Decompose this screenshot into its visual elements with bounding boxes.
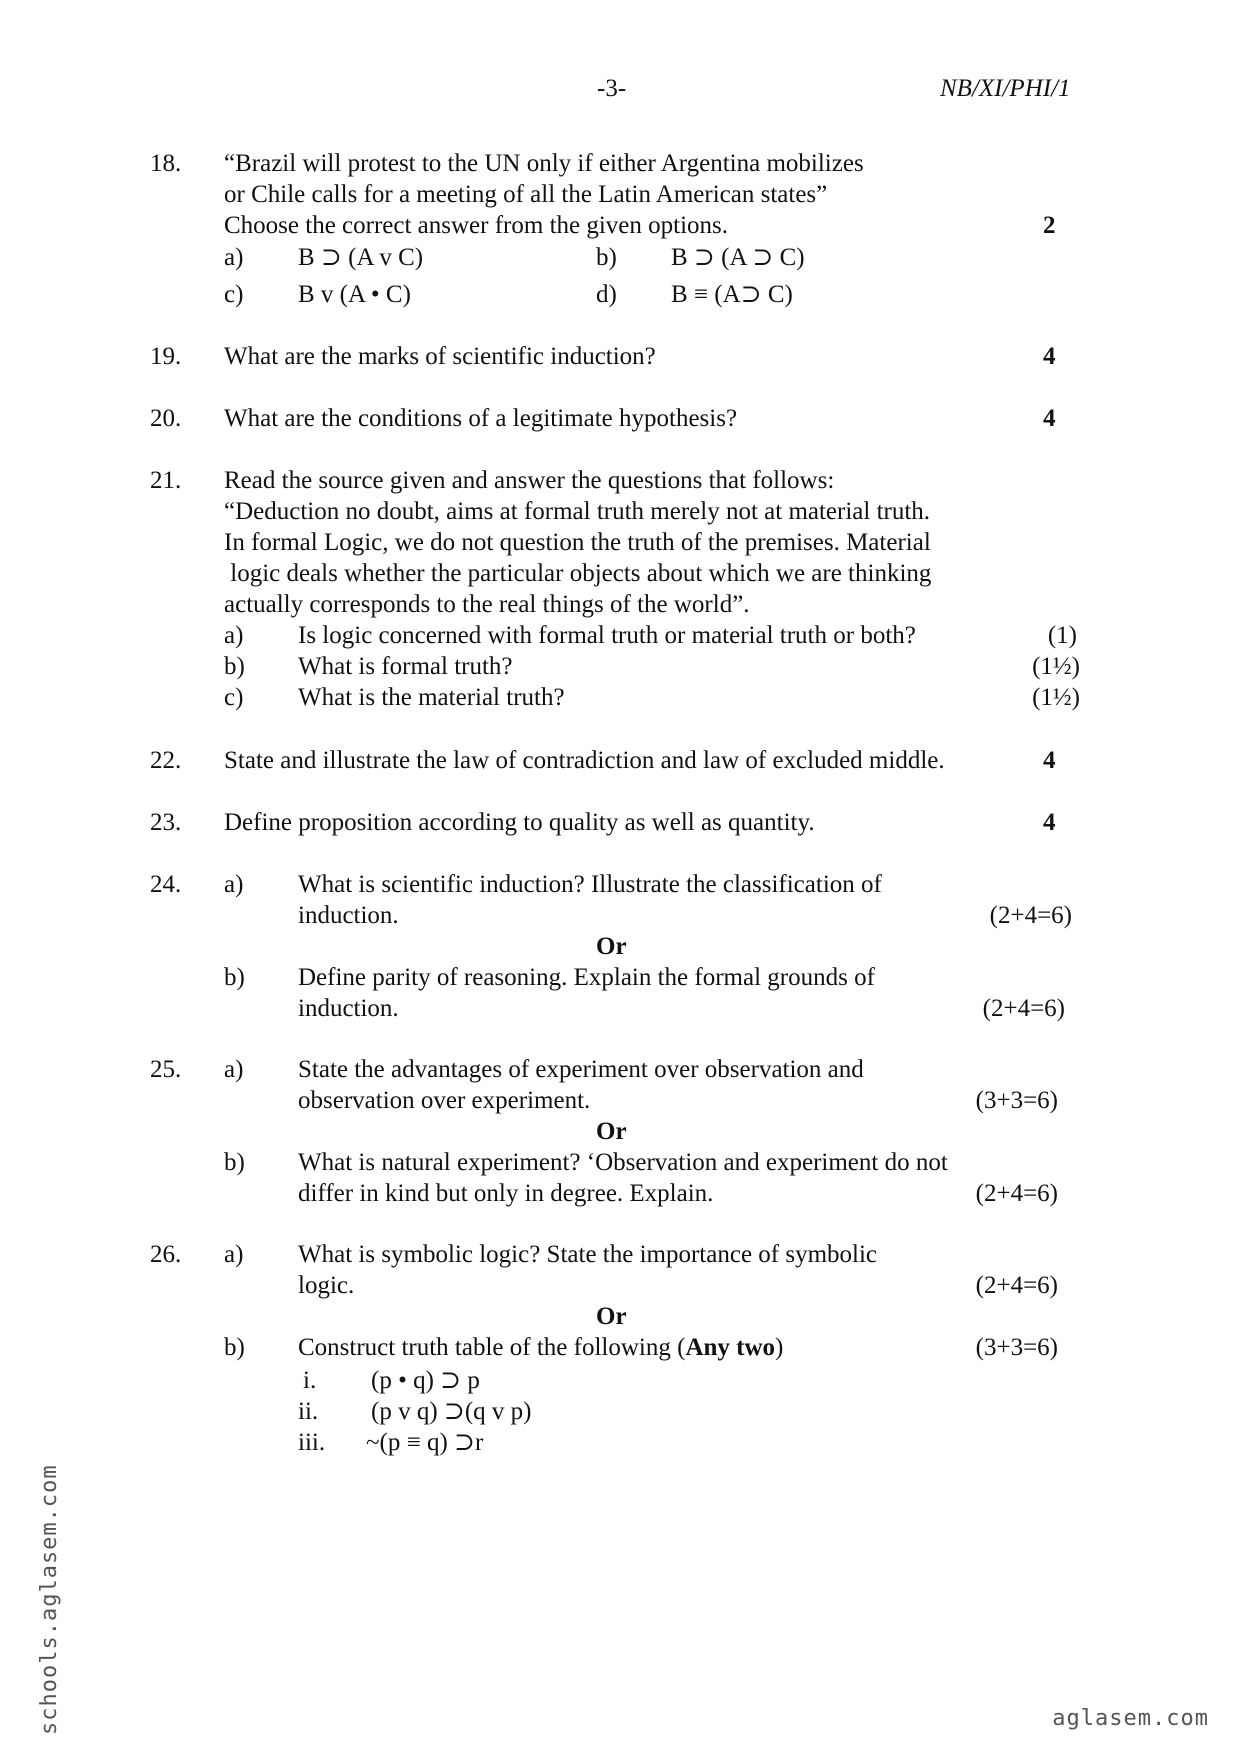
q26-item-3-text: ~(p ≡ q) ⊃r [366,1429,484,1456]
q26-a-label: a) [224,1241,244,1268]
q24-b-marks: (2+4=6) [982,995,1065,1022]
q21-line-4: logic deals whether the particular objects about which we are thinking [224,560,932,587]
q26-b-marks: (3+3=6) [975,1334,1058,1361]
q25-a-marks: (3+3=6) [975,1087,1058,1114]
q22-marks: 4 [1043,747,1056,774]
q26-b-label: b) [224,1334,245,1361]
q24-a-marks: (2+4=6) [989,902,1072,929]
q21-sub-b-text: What is formal truth? [298,653,513,680]
q20-marks: 4 [1043,405,1056,432]
q21-sub-a-text: Is logic concerned with formal truth or material truth or both? [298,622,916,649]
q18-option-b-label: b) [596,244,617,271]
q18-option-a-label: a) [224,244,244,271]
q26-item-1-label: i. [303,1367,317,1394]
q21-line-3: In formal Logic, we do not question the truth of the premises. Material [224,529,931,556]
q20-text: What are the conditions of a legitimate hypothesis? [224,405,738,432]
q18-option-c-label: c) [224,281,244,308]
q19-number: 19. [150,343,182,370]
q21-sub-b-marks: (1½) [1032,653,1080,680]
side-watermark: schools.aglasem.com [37,1464,62,1735]
q26-or: Or [596,1303,627,1330]
q24-a-label: a) [224,871,244,898]
q21-sub-c-label: c) [224,684,244,711]
q24-b-line-1: Define parity of reasoning. Explain the formal grounds of [298,964,875,991]
q26-b-text-post: ) [775,1334,784,1361]
q26-b-text-pre: Construct truth table of the following ( [298,1334,686,1361]
q21-line-1: Read the source given and answer the questions that follows: [224,467,835,494]
q26-item-2-text: (p v q) ⊃(q v p) [371,1398,532,1425]
q23-text: Define proposition according to quality as well as quantity. [224,809,815,836]
page-number: -3- [597,75,627,102]
q24-b-label: b) [224,964,245,991]
q22-text: State and illustrate the law of contradiction and law of excluded middle. [224,747,945,774]
q21-sub-a-marks: (1) [1047,622,1077,649]
q26-a-line-2: logic. [298,1272,355,1299]
q25-number: 25. [150,1056,182,1083]
q21-sub-c-text: What is the material truth? [298,684,565,711]
q21-number: 21. [150,467,182,494]
q25-a-line-1: State the advantages of experiment over observation and [298,1056,864,1083]
q26-item-3-label: iii. [298,1429,326,1456]
q22-number: 22. [150,747,182,774]
q25-b-marks: (2+4=6) [975,1180,1058,1207]
q19-marks: 4 [1043,343,1056,370]
q18-option-c-text: B v (A • C) [298,281,411,308]
paper-code: NB/XI/PHI/1 [940,75,1071,102]
q24-or: Or [596,933,627,960]
q18-option-d-text: B ≡ (A⊃ C) [671,281,793,308]
q18-line-1: “Brazil will protest to the UN only if either Argentina mobilizes [224,150,864,177]
q18-marks: 2 [1043,212,1056,239]
q26-a-marks: (2+4=6) [975,1272,1058,1299]
q19-text: What are the marks of scientific induction? [224,343,656,370]
q18-line-2: or Chile calls for a meeting of all the Latin American states” [224,181,828,208]
q26-b-text-bold: Any two [685,1334,776,1361]
q26-item-1-text: (p • q) ⊃ p [371,1367,480,1394]
q21-line-2: “Deduction no doubt, aims at formal truth merely not at material truth. [224,498,931,525]
q21-sub-c-marks: (1½) [1032,684,1080,711]
q26-item-2-label: ii. [298,1398,319,1425]
q18-line-3: Choose the correct answer from the given options. [224,212,729,239]
q25-a-label: a) [224,1056,244,1083]
q21-line-5: actually corresponds to the real things of the world”. [224,591,750,618]
q18-number: 18. [150,150,182,177]
q23-number: 23. [150,809,182,836]
q21-sub-b-label: b) [224,653,245,680]
footer-watermark: aglasem.com [1052,1706,1209,1731]
q23-marks: 4 [1043,809,1056,836]
q25-b-line-1: What is natural experiment? ‘Observation and experiment do not [298,1149,948,1176]
q25-a-line-2: observation over experiment. [298,1087,591,1114]
q18-option-a-text: B ⊃ (A v C) [298,244,424,271]
q24-a-line-2: induction. [298,902,399,929]
q24-number: 24. [150,871,182,898]
q25-b-line-2: differ in kind but only in degree. Explain. [298,1180,714,1207]
q26-a-line-1: What is symbolic logic? State the importance of symbolic [298,1241,878,1268]
q26-number: 26. [150,1241,182,1268]
q24-a-line-1: What is scientific induction? Illustrate the classification of [298,871,882,898]
q20-number: 20. [150,405,182,432]
q24-b-line-2: induction. [298,995,399,1022]
q18-option-b-text: B ⊃ (A ⊃ C) [671,244,805,271]
q26-b-text [298,1333,783,1363]
q25-or: Or [596,1118,627,1145]
q21-sub-a-label: a) [224,622,244,649]
q18-option-d-label: d) [596,281,617,308]
q25-b-label: b) [224,1149,245,1176]
